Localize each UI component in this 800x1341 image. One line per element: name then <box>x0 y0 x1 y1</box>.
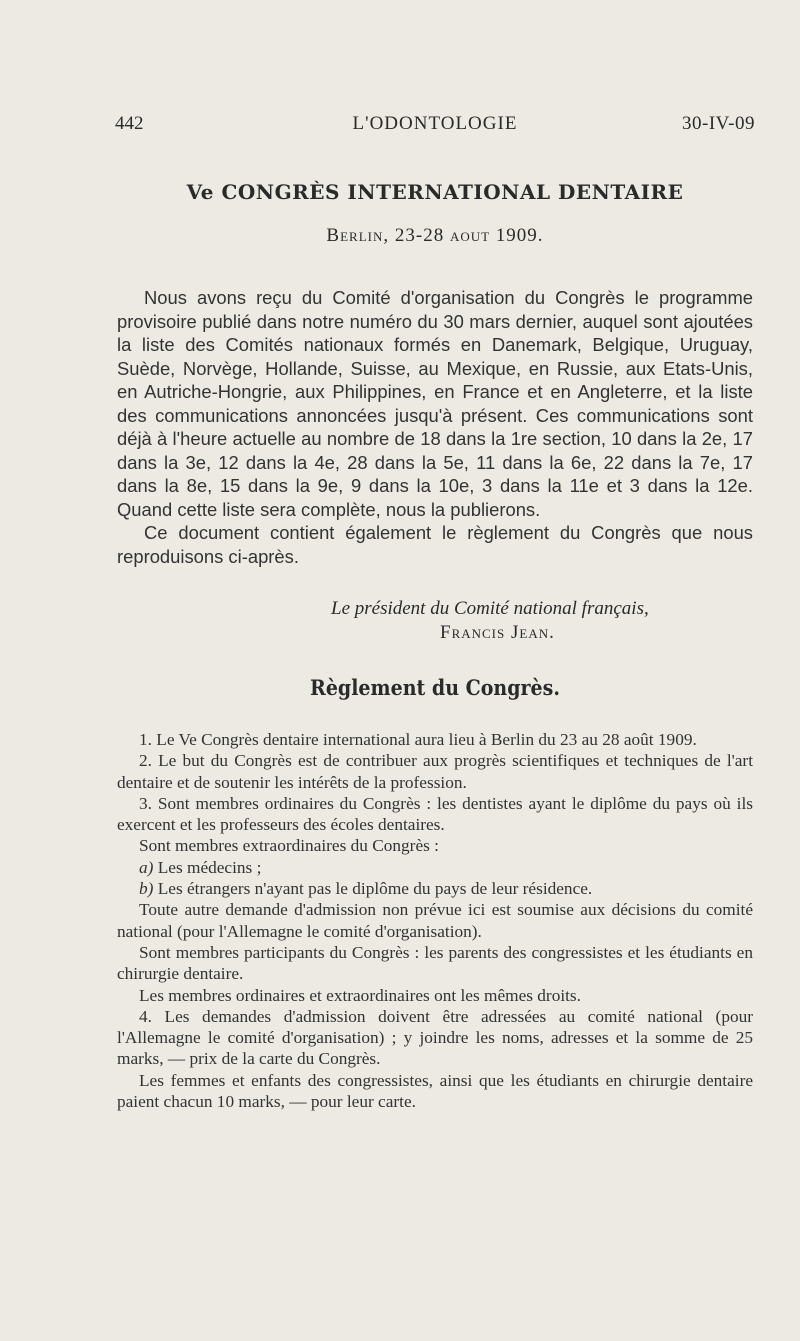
rule-paragraph: Les membres ordinaires et extraordinaires ont les mêmes droits. <box>139 985 581 1005</box>
running-header <box>115 113 755 141</box>
signature-name: Francis Jean. <box>440 622 555 643</box>
journal-title: L'ODONTOLOGIE <box>352 113 518 134</box>
rule-paragraph: Sont membres participants du Congrès : les parents des congressistes et les étudiants en chirurgie dentaire. <box>117 942 753 984</box>
rule-paragraph: 4. Les demandes d'admission doivent être adressées au comité national (pour l'Allemagne le comité d'organisation) ; y joindre les noms, adresses et la somme de 25 marks, — prix de la carte du Congrès. <box>117 1006 753 1069</box>
list-text: Les médecins ; <box>153 857 262 877</box>
article-subtitle: Berlin, 23-28 aout 1909. <box>326 225 544 246</box>
rule-paragraph <box>117 878 753 899</box>
section-heading: Règlement du Congrès. <box>310 675 560 701</box>
signature-role: Le président du Comité national français, <box>331 598 649 619</box>
signature-block <box>115 597 755 645</box>
rule-paragraph <box>117 857 753 878</box>
rule-paragraph: 2. Le but du Congrès est de contribuer aux progrès scientifiques et techniques de l'art dentaire et de soutenir les intérêts de la profession. <box>117 751 753 792</box>
list-text: Les étrangers n'ayant pas le diplôme du pays de leur résidence. <box>153 879 593 899</box>
page-number: 442 <box>115 113 144 134</box>
rule-paragraph: 1. Le Ve Congrès dentaire international aura lieu à Berlin du 23 au 28 août 1909. <box>139 730 697 749</box>
rules-text <box>117 729 753 1112</box>
rule-paragraph: Sont membres extraordinaires du Congrès : <box>139 836 439 856</box>
rule-paragraph: 3. Sont membres ordinaires du Congrès : les dentistes ayant le diplôme du pays où ils exercent et les professeurs des écoles dentaires. <box>117 793 753 835</box>
intro-paragraph: Nous avons reçu du Comité d'organisation du Congrès le programme provisoire publié dans notre numéro du 30 mars dernier, auquel sont ajoutées la liste des Comités nationaux formés en Danemark, Belgique, Uruguay, Suède, Norvège, Hollande, Suisse, au Mexique, en Russie, aux Etats-Unis, en Autriche-Hongrie, aux Philippines, en France et en Angleterre, et la liste des communications annoncées jusqu'à présent. Ces communications sont déjà à l'heure actuelle au nombre de 18 dans la 1re section, 10 dans la 2e, 17 dans la 3e, 12 dans la 4e, 28 dans la 5e, 11 dans la 6e, 22 dans la 7e, 17 dans la 8e, 15 dans la 9e, 9 dans la 10e, 3 dans la 11e et 3 dans la 12e. Quand cette liste sera complète, nous la publierons. <box>117 287 753 520</box>
list-marker: b) <box>139 879 154 899</box>
intro-text <box>117 286 753 568</box>
article-title: Ve CONGRÈS INTERNATIONAL DENTAIRE <box>186 180 684 204</box>
intro-paragraph: Ce document contient également le règlement du Congrès que nous reproduisons ci-après. <box>117 522 753 567</box>
list-marker: a) <box>139 857 154 877</box>
rule-paragraph: Toute autre demande d'admission non prévue ici est soumise aux décisions du comité national (pour l'Allemagne le comité d'organisation). <box>117 900 753 941</box>
rule-paragraph: Les femmes et enfants des congressistes, ainsi que les étudiants en chirurgie dentaire paient chacun 10 marks, — pour leur carte. <box>117 1070 753 1112</box>
issue-date: 30-IV-09 <box>682 113 755 134</box>
